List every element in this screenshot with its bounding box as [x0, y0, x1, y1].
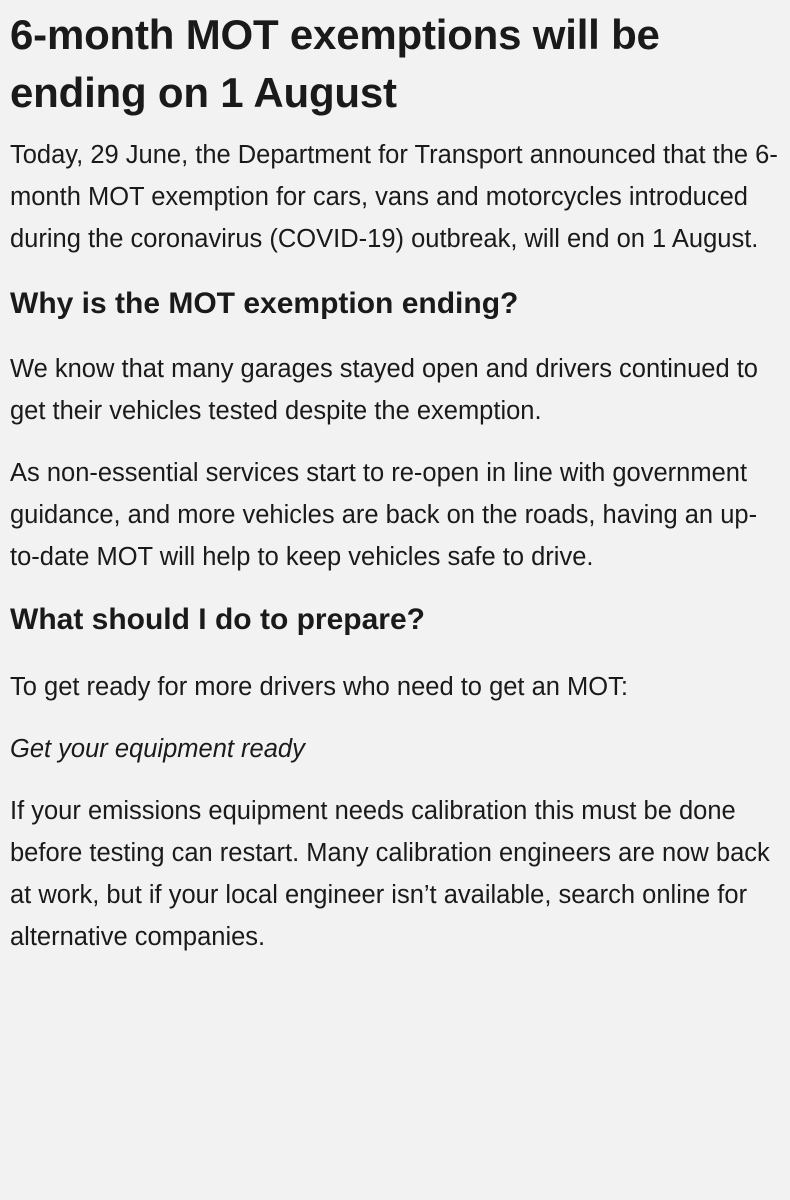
- article-title: 6-month MOT exemptions will be ending on 1 August: [10, 11, 660, 116]
- intro-paragraph: Today, 29 June, the Department for Transport announced that the 6-month MOT exemption for cars, vans and motorcycles introduced during the coronavirus (COVID-19) outbreak, will end on 1 August.: [10, 141, 778, 253]
- equipment-paragraph: If your emissions equipment needs calibration this must be done before testing can restart. Many calibration engineers are now back at work, but if your local engineer isn’t available, search online for alternative companies.: [10, 797, 770, 951]
- why-paragraph-2: As non-essential services start to re-open in line with government guidance, and more vehicles are back on the roads, having an up-to-date MOT will help to keep vehicles safe to drive.: [10, 459, 758, 571]
- section-heading-prepare: What should I do to prepare?: [10, 603, 425, 636]
- equipment-subheading: Get your equipment ready: [10, 735, 305, 763]
- why-paragraph-1: We know that many garages stayed open and drivers continued to get their vehicles tested despite the exemption.: [10, 355, 758, 425]
- section-heading-why: Why is the MOT exemption ending?: [10, 287, 519, 320]
- prepare-intro-paragraph: To get ready for more drivers who need to get an MOT:: [10, 673, 628, 701]
